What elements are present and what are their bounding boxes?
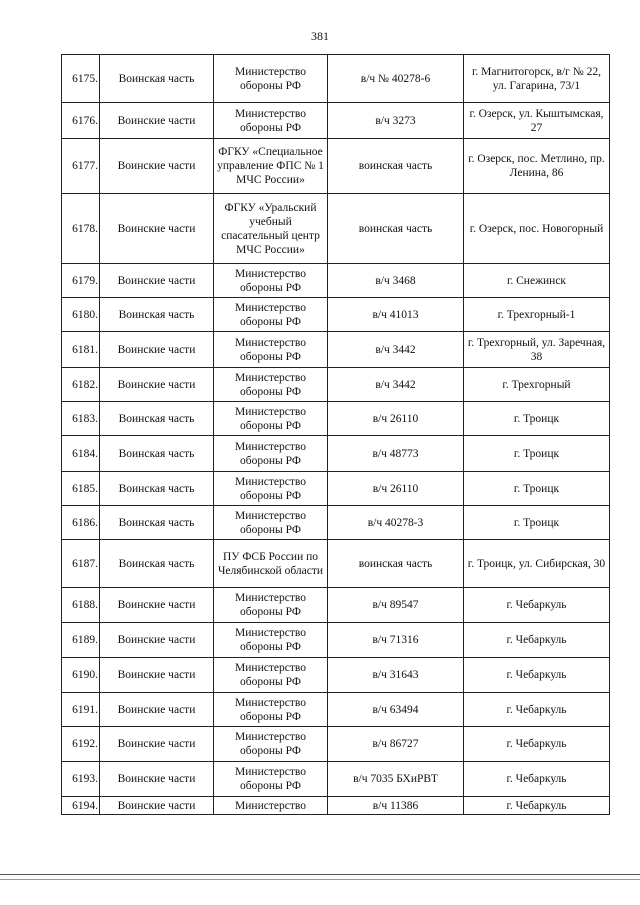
unit-type-cell: Воинские части bbox=[100, 332, 214, 368]
table-row bbox=[62, 693, 610, 727]
unit-type-cell: Воинская часть bbox=[100, 506, 214, 540]
table-row bbox=[62, 762, 610, 797]
address-cell: г. Троицк bbox=[464, 506, 610, 540]
row-number-cell: 6187. bbox=[62, 540, 100, 588]
page-bottom-rule-secondary bbox=[0, 879, 640, 880]
row-number-cell: 6184. bbox=[62, 436, 100, 472]
table-row bbox=[62, 588, 610, 623]
unit-type-cell: Воинская часть bbox=[100, 436, 214, 472]
table-row bbox=[62, 623, 610, 658]
unit-designation-cell: в/ч 3468 bbox=[328, 264, 464, 298]
unit-designation-cell: в/ч 7035 БХиРВТ bbox=[328, 762, 464, 797]
unit-type-cell: Воинские части bbox=[100, 368, 214, 402]
address-cell: г. Трехгорный, ул. Заречная, 38 bbox=[464, 332, 610, 368]
table-row bbox=[62, 332, 610, 368]
unit-designation-cell: воинская часть bbox=[328, 139, 464, 194]
row-number-cell: 6194. bbox=[62, 797, 100, 815]
organization-cell: Министерство bbox=[214, 797, 328, 815]
row-number-cell: 6182. bbox=[62, 368, 100, 402]
table-row bbox=[62, 436, 610, 472]
unit-type-cell: Воинские части bbox=[100, 727, 214, 762]
organization-cell: Министерство обороны РФ bbox=[214, 103, 328, 139]
address-cell: г. Чебаркуль bbox=[464, 623, 610, 658]
organization-cell: Министерство обороны РФ bbox=[214, 762, 328, 797]
address-cell: г. Чебаркуль bbox=[464, 797, 610, 815]
unit-designation-cell: в/ч 63494 bbox=[328, 693, 464, 727]
row-number-cell: 6176. bbox=[62, 103, 100, 139]
organization-cell: Министерство обороны РФ bbox=[214, 436, 328, 472]
row-number-cell: 6183. bbox=[62, 402, 100, 436]
address-cell: г. Троицк bbox=[464, 402, 610, 436]
row-number-cell: 6190. bbox=[62, 658, 100, 693]
unit-designation-cell: воинская часть bbox=[328, 540, 464, 588]
table-row bbox=[62, 402, 610, 436]
row-number-cell: 6179. bbox=[62, 264, 100, 298]
unit-designation-cell: в/ч 3273 bbox=[328, 103, 464, 139]
page-number: 381 bbox=[311, 29, 329, 43]
organization-cell: Министерство обороны РФ bbox=[214, 588, 328, 623]
unit-type-cell: Воинские части bbox=[100, 264, 214, 298]
organization-cell: Министерство обороны РФ bbox=[214, 658, 328, 693]
row-number-cell: 6180. bbox=[62, 298, 100, 332]
organization-cell: Министерство обороны РФ bbox=[214, 506, 328, 540]
address-cell: г. Чебаркуль bbox=[464, 762, 610, 797]
organization-cell: Министерство обороны РФ bbox=[214, 55, 328, 103]
row-number-cell: 6188. bbox=[62, 588, 100, 623]
address-cell: г. Чебаркуль bbox=[464, 658, 610, 693]
unit-type-cell: Воинские части bbox=[100, 762, 214, 797]
unit-type-cell: Воинские части bbox=[100, 139, 214, 194]
unit-type-cell: Воинская часть bbox=[100, 540, 214, 588]
unit-designation-cell: в/ч 11386 bbox=[328, 797, 464, 815]
unit-designation-cell: в/ч 86727 bbox=[328, 727, 464, 762]
table-row bbox=[62, 139, 610, 194]
organization-cell: Министерство обороны РФ bbox=[214, 402, 328, 436]
unit-designation-cell: в/ч 26110 bbox=[328, 402, 464, 436]
address-cell: г. Озерск, пос. Новогорный bbox=[464, 194, 610, 264]
address-cell: г. Трехгорный bbox=[464, 368, 610, 402]
unit-type-cell: Воинская часть bbox=[100, 472, 214, 506]
unit-designation-cell: в/ч 26110 bbox=[328, 472, 464, 506]
unit-designation-cell: в/ч 41013 bbox=[328, 298, 464, 332]
organization-cell: Министерство обороны РФ bbox=[214, 623, 328, 658]
unit-designation-cell: в/ч 3442 bbox=[328, 332, 464, 368]
address-cell: г. Озерск, пос. Метлино, пр. Ленина, 86 bbox=[464, 139, 610, 194]
table-row bbox=[62, 194, 610, 264]
row-number-cell: 6193. bbox=[62, 762, 100, 797]
unit-designation-cell: в/ч 48773 bbox=[328, 436, 464, 472]
unit-designation-cell: в/ч 40278-3 bbox=[328, 506, 464, 540]
table-row bbox=[62, 540, 610, 588]
row-number-cell: 6181. bbox=[62, 332, 100, 368]
organization-cell: Министерство обороны РФ bbox=[214, 264, 328, 298]
table-row bbox=[62, 55, 610, 103]
table-row bbox=[62, 264, 610, 298]
address-cell: г. Чебаркуль bbox=[464, 588, 610, 623]
address-cell: г. Озерск, ул. Кыштымская, 27 bbox=[464, 103, 610, 139]
address-cell: г. Снежинск bbox=[464, 264, 610, 298]
table-row bbox=[62, 472, 610, 506]
unit-designation-cell: воинская часть bbox=[328, 194, 464, 264]
address-cell: г. Троицк bbox=[464, 436, 610, 472]
row-number-cell: 6191. bbox=[62, 693, 100, 727]
unit-type-cell: Воинские части bbox=[100, 693, 214, 727]
unit-type-cell: Воинская часть bbox=[100, 298, 214, 332]
row-number-cell: 6178. bbox=[62, 194, 100, 264]
unit-type-cell: Воинские части bbox=[100, 194, 214, 264]
row-number-cell: 6185. bbox=[62, 472, 100, 506]
unit-type-cell: Воинская часть bbox=[100, 55, 214, 103]
table-row bbox=[62, 506, 610, 540]
unit-type-cell: Воинские части bbox=[100, 797, 214, 815]
table-row bbox=[62, 298, 610, 332]
table-row bbox=[62, 658, 610, 693]
unit-designation-cell: в/ч 31643 bbox=[328, 658, 464, 693]
address-cell: г. Магнитогорск, в/г № 22, ул. Гагарина, 73/1 bbox=[464, 55, 610, 103]
table-row bbox=[62, 103, 610, 139]
organization-cell: ФГКУ «Специальное управление ФПС № 1 МЧС России» bbox=[214, 139, 328, 194]
unit-type-cell: Воинские части bbox=[100, 103, 214, 139]
page-bottom-rule bbox=[0, 874, 640, 875]
table-row bbox=[62, 797, 610, 815]
unit-designation-cell: в/ч 89547 bbox=[328, 588, 464, 623]
address-cell: г. Троицк bbox=[464, 472, 610, 506]
address-cell: г. Троицк, ул. Сибирская, 30 bbox=[464, 540, 610, 588]
organization-cell: Министерство обороны РФ bbox=[214, 693, 328, 727]
unit-designation-cell: в/ч № 40278-6 bbox=[328, 55, 464, 103]
organization-cell: ПУ ФСБ России по Челябинской области bbox=[214, 540, 328, 588]
row-number-cell: 6192. bbox=[62, 727, 100, 762]
unit-type-cell: Воинские части bbox=[100, 658, 214, 693]
row-number-cell: 6177. bbox=[62, 139, 100, 194]
military-units-table bbox=[61, 54, 610, 815]
unit-designation-cell: в/ч 71316 bbox=[328, 623, 464, 658]
address-cell: г. Чебаркуль bbox=[464, 693, 610, 727]
unit-type-cell: Воинские части bbox=[100, 588, 214, 623]
unit-type-cell: Воинская часть bbox=[100, 402, 214, 436]
organization-cell: Министерство обороны РФ bbox=[214, 368, 328, 402]
organization-cell: ФГКУ «Уральский учебный спасательный центр МЧС России» bbox=[214, 194, 328, 264]
address-cell: г. Чебаркуль bbox=[464, 727, 610, 762]
unit-designation-cell: в/ч 3442 bbox=[328, 368, 464, 402]
table-row bbox=[62, 368, 610, 402]
row-number-cell: 6186. bbox=[62, 506, 100, 540]
unit-type-cell: Воинские части bbox=[100, 623, 214, 658]
row-number-cell: 6175. bbox=[62, 55, 100, 103]
row-number-cell: 6189. bbox=[62, 623, 100, 658]
table-row bbox=[62, 727, 610, 762]
organization-cell: Министерство обороны РФ bbox=[214, 298, 328, 332]
address-cell: г. Трехгорный-1 bbox=[464, 298, 610, 332]
organization-cell: Министерство обороны РФ bbox=[214, 332, 328, 368]
organization-cell: Министерство обороны РФ bbox=[214, 727, 328, 762]
organization-cell: Министерство обороны РФ bbox=[214, 472, 328, 506]
